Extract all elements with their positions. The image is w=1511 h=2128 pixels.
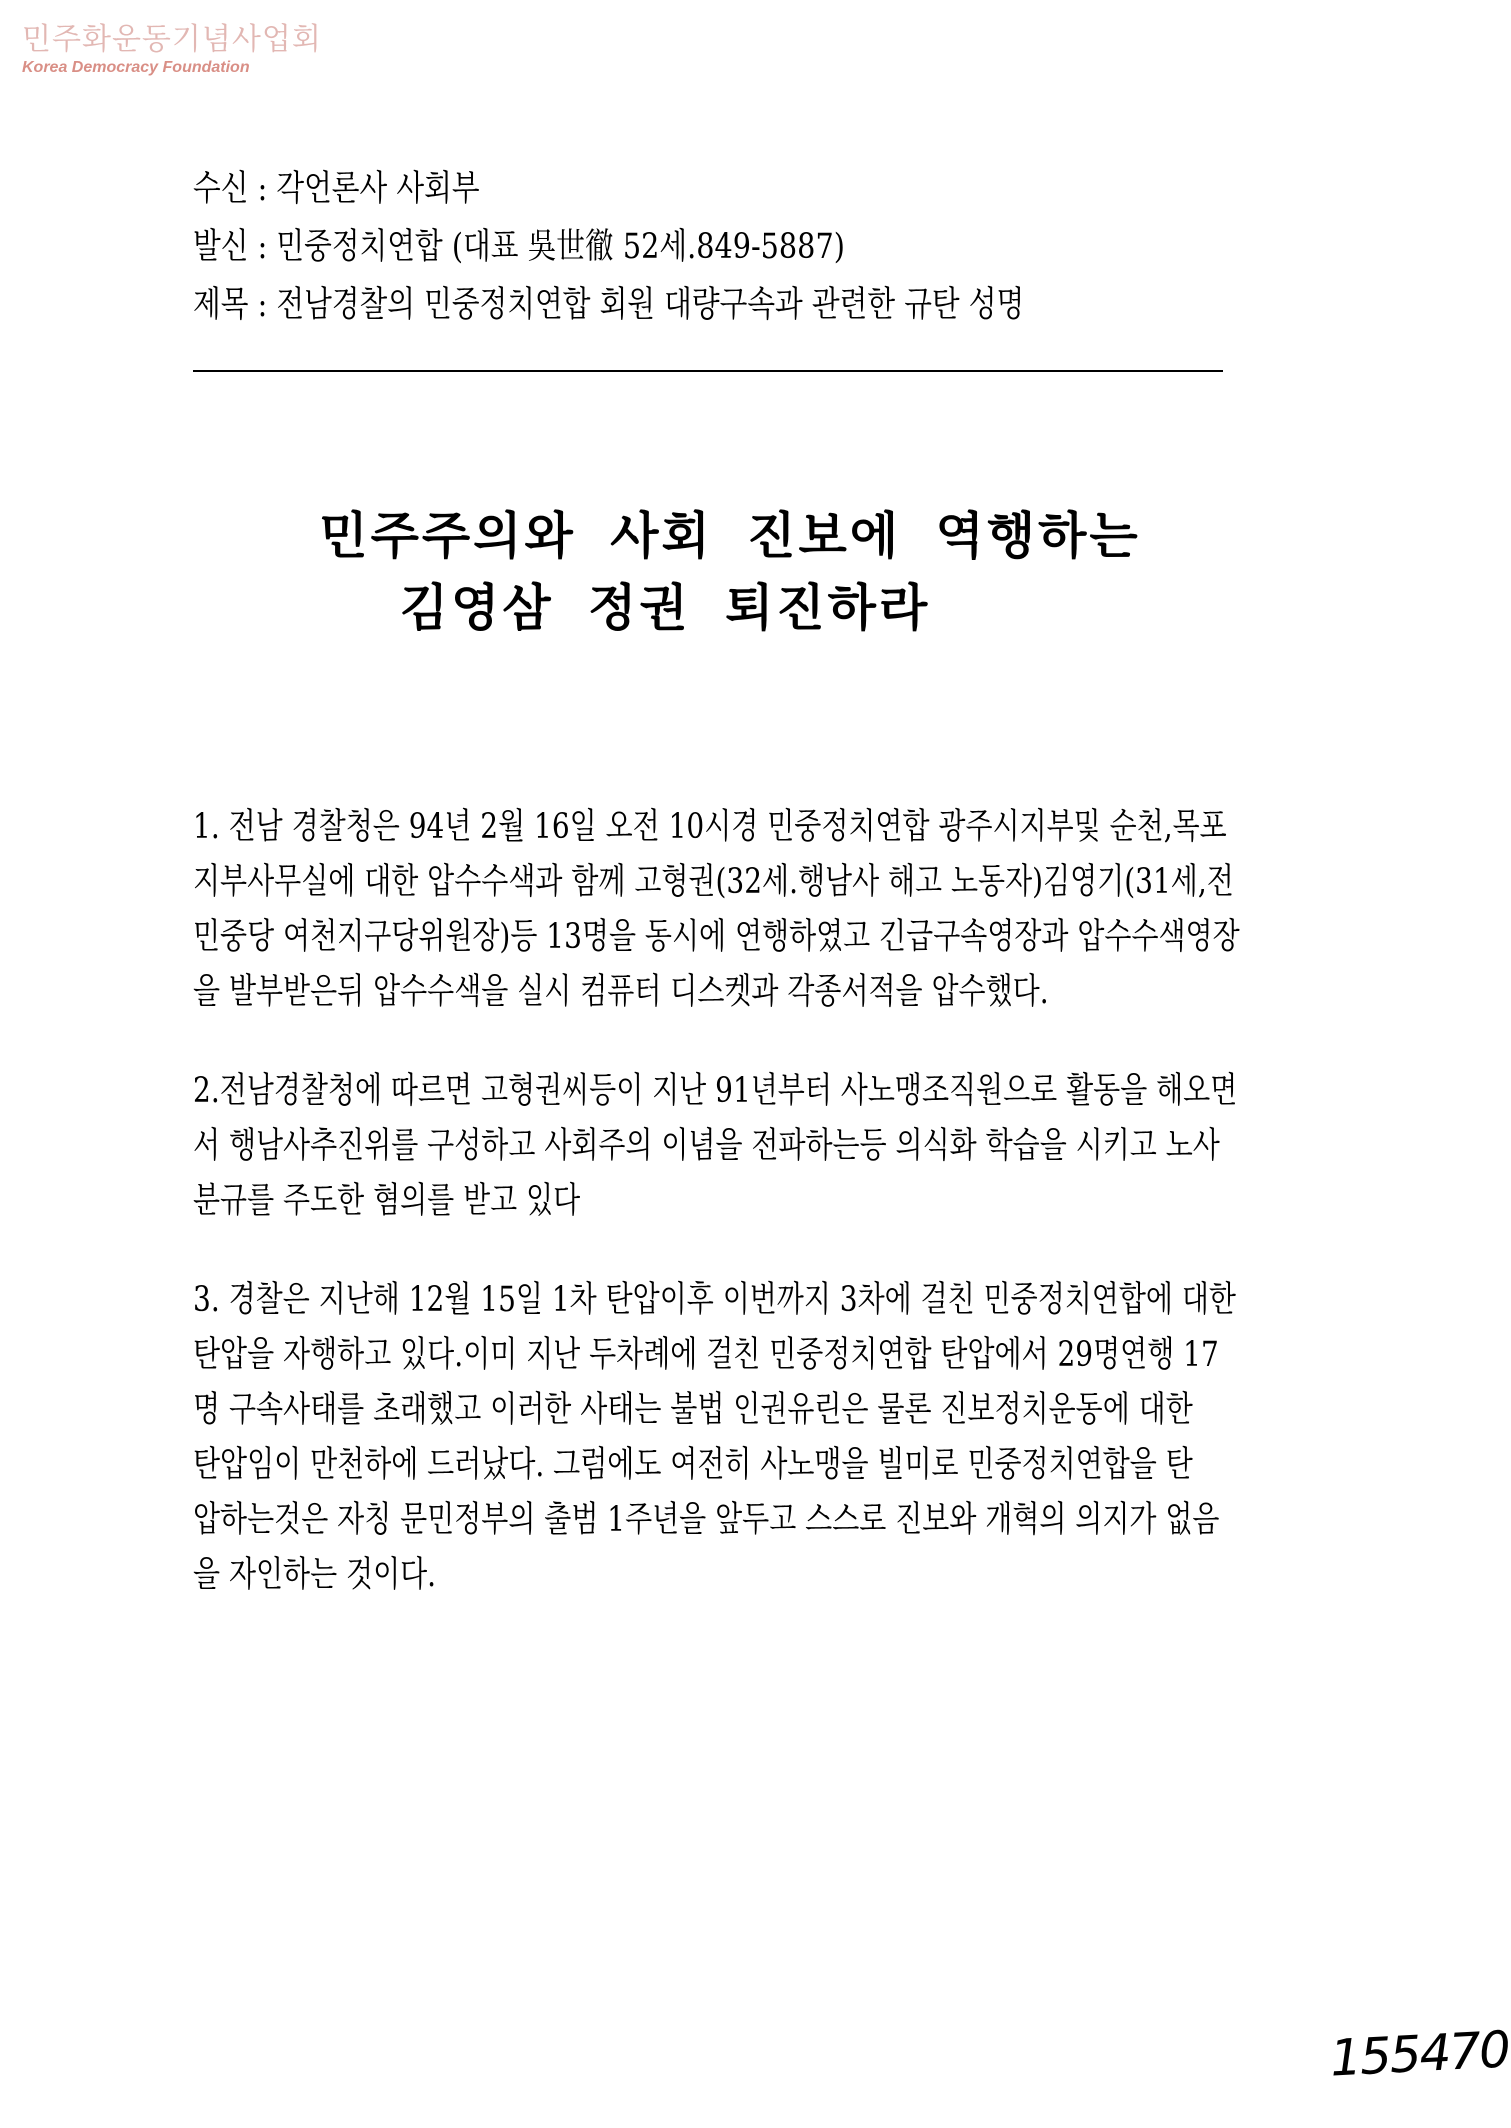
- paragraph-line: 3. 경찰은 지난해 12월 15일 1차 탄압이후 이번까지 3차에 걸친 민중정치연합에 대한: [193, 1280, 1236, 1320]
- subject-line: 제목 : 전남경찰의 민중정치연합 회원 대량구속과 관련한 규탄 성명: [193, 285, 1025, 325]
- document-title: [200, 500, 1260, 644]
- paragraph-line: 서 행남사추진위를 구성하고 사회주의 이념을 전파하는등 의식화 학습을 시키고 노사: [193, 1126, 1220, 1166]
- paragraph-line: 압하는것은 자칭 문민정부의 출범 1주년을 앞두고 스스로 진보와 개혁의 의지가 없음: [193, 1500, 1220, 1540]
- watermark-english: Korea Democracy Foundation: [22, 59, 250, 76]
- paragraph-line: 탄압을 자행하고 있다.이미 지난 두차례에 걸친 민중정치연합 탄압에서 29명연행 17: [193, 1335, 1219, 1375]
- paragraph-2: [193, 1064, 1238, 1229]
- paragraph-line: 을 발부받은뒤 압수수색을 실시 컴퓨터 디스켓과 각종서적을 압수했다.: [193, 972, 1049, 1012]
- paragraph-line: 지부사무실에 대한 압수수색과 함께 고형권(32세.행남사 해고 노동자)김영기(31세,전: [193, 862, 1234, 902]
- paragraph-line: 분규를 주도한 혐의를 받고 있다: [193, 1181, 581, 1221]
- paragraph-line: 명 구속사태를 초래했고 이러한 사태는 불법 인권유린은 물론 진보정치운동에 대한: [193, 1390, 1193, 1430]
- document-body: [193, 800, 1240, 1647]
- paragraph-1: [193, 800, 1240, 1020]
- recipient-line: 수신 : 각언론사 사회부: [193, 169, 480, 209]
- sender-line: 발신 : 민중정치연합 (대표 吳世徹 52세.849-5887): [193, 227, 845, 267]
- paragraph-line: 1. 전남 경찰청은 94년 2월 16일 오전 10시경 민중정치연합 광주시지부및 순천,목포: [193, 807, 1227, 847]
- header-divider: [193, 370, 1223, 372]
- paragraph-line: 민중당 여천지구당위원장)등 13명을 동시에 연행하였고 긴급구속영장과 압수수색영장: [193, 917, 1240, 957]
- paragraph-line: 2.전남경찰청에 따르면 고형권씨등이 지난 91년부터 사노맹조직원으로 활동을 해오면: [193, 1071, 1238, 1111]
- paragraph-line: 탄압임이 만천하에 드러났다. 그럼에도 여전히 사노맹을 빌미로 민중정치연합을 탄: [193, 1445, 1193, 1485]
- paragraph-3: [193, 1273, 1236, 1603]
- paragraph-line: 을 자인하는 것이다.: [193, 1555, 437, 1595]
- title-line-2: 김영삼 정권 퇴진하라: [399, 579, 931, 637]
- document-header: [193, 160, 1223, 334]
- watermark-logo: [22, 22, 322, 78]
- title-line-1: 민주주의와 사회 진보에 역행하는: [319, 507, 1141, 565]
- handwritten-document-number: 155470: [1328, 2020, 1511, 2088]
- watermark-korean: 민주화운동기념사업회: [22, 22, 322, 57]
